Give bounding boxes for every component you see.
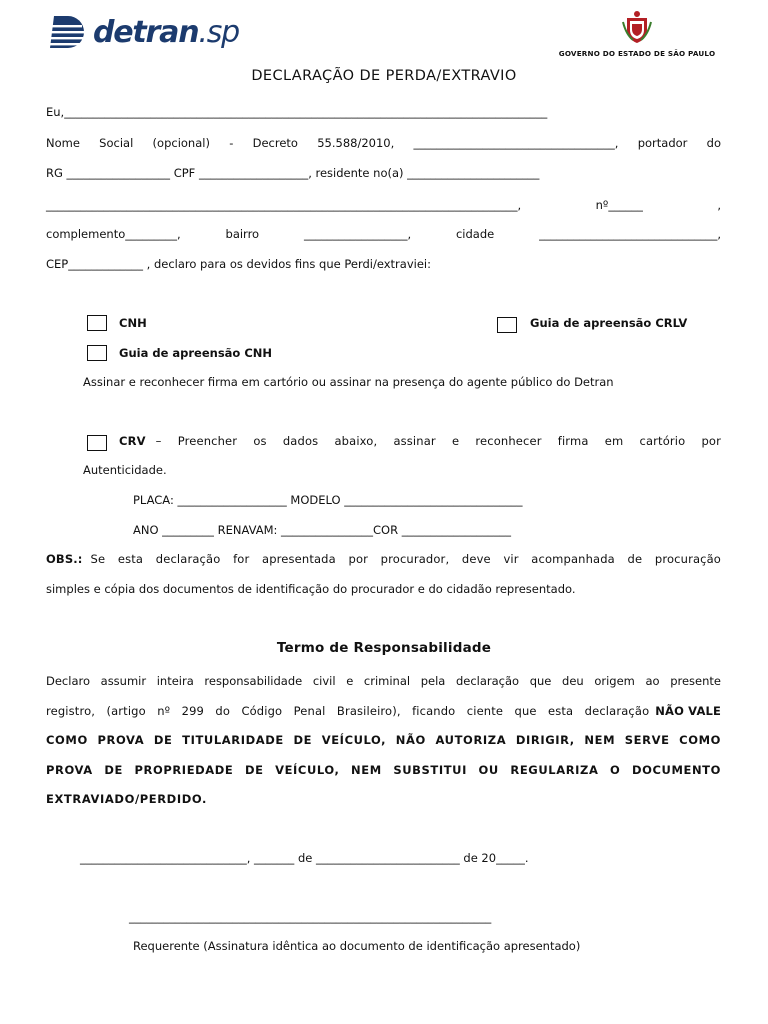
detran-logo	[48, 14, 239, 50]
termo-nao-vale: NÃO VALE	[655, 704, 721, 718]
rg-cpf-field-line[interactable]: RG __________________ CPF ___________________, residente no(a) _______________________	[46, 166, 540, 180]
date-field-line[interactable]: _____________________________, _______ de _________________________ de 20_____.	[80, 851, 529, 865]
termo-paragraph-3: COMO PROVA DE TITULARIDADE DE VEÍCULO, NÃO AUTORIZA DIRIGIR, NEM SERVE COMO	[46, 733, 721, 747]
coat-of-arms-icon	[620, 10, 654, 44]
termo-title: Termo de Responsabilidade	[276, 640, 492, 656]
termo-paragraph-5: EXTRAVIADO/PERDIDO.	[46, 792, 207, 806]
social-name-field-line[interactable]: Nome Social (opcional) - Decreto 55.588/2010, ___________________________________, portador do	[46, 136, 721, 150]
name-field-line[interactable]: Eu,____________________________________________________________________________________	[46, 105, 548, 119]
obs-text-cont: simples e cópia dos documentos de identificação do procurador e do cidadão representado.	[46, 582, 576, 596]
obs-label: OBS.:	[46, 552, 83, 566]
assinar-instruction: Assinar e reconhecer firma em cartório ou assinar na presença do agente público do Detran	[83, 375, 614, 389]
ano-renavam-cor-field-line[interactable]: ANO _________ RENAVAM: ________________COR ___________________	[133, 523, 512, 537]
cnh-checkbox[interactable]	[87, 315, 107, 331]
cnh-label: CNH	[119, 316, 147, 330]
page-title: DECLARAÇÃO DE PERDA/EXTRAVIO	[251, 68, 517, 84]
crv-label: CRV	[119, 434, 146, 448]
logo-text: detran	[93, 14, 199, 50]
crv-checkbox[interactable]	[87, 435, 107, 451]
gov-brand	[557, 10, 717, 58]
complement-field-line[interactable]: complemento_________, bairro __________________, cidade _______________________________,	[46, 227, 721, 241]
crv-row	[119, 434, 721, 448]
termo-paragraph-2-text: registro, (artigo nº 299 do Código Penal Brasileiro), ficando ciente que esta declaração	[46, 704, 650, 718]
signature-caption: Requerente (Assinatura idêntica ao documento de identificação apresentado)	[133, 939, 581, 953]
guia-crlv-label: Guia de apreensão CRLV	[530, 316, 688, 330]
signature-line[interactable]: _______________________________________________________________	[129, 910, 492, 924]
detran-logo-icon	[48, 14, 90, 50]
placa-modelo-field-line[interactable]: PLACA: ___________________ MODELO _______________________________	[133, 493, 523, 507]
gov-text: GOVERNO DO ESTADO DE SÃO PAULO	[558, 49, 716, 58]
termo-paragraph-2	[46, 704, 721, 718]
obs-row	[46, 552, 721, 566]
cep-field-line[interactable]: CEP_____________ , declaro para os devidos fins que Perdi/extraviei:	[46, 257, 431, 271]
obs-text: Se esta declaração for apresentada por procurador, deve vir acompanhada de procuração	[90, 552, 721, 566]
guia-cnh-label: Guia de apreensão CNH	[119, 346, 273, 360]
guia-cnh-checkbox[interactable]	[87, 345, 107, 361]
termo-paragraph-4: PROVA DE PROPRIEDADE DE VEÍCULO, NEM SUBSTITUI OU REGULARIZA O DOCUMENTO	[46, 763, 721, 777]
logo-suffix: .sp	[198, 14, 239, 50]
guia-crlv-checkbox[interactable]	[497, 317, 517, 333]
crv-instruction: – Preencher os dados abaixo, assinar e reconhecer firma em cartório por	[155, 434, 721, 448]
crv-instruction-cont: Autenticidade.	[83, 463, 167, 477]
address-field-line[interactable]: __________________________________________________________________________________, nº______ ,	[46, 198, 721, 212]
termo-paragraph-1: Declaro assumir inteira responsabilidade civil e criminal pela declaração que deu origem ao presente	[46, 674, 721, 688]
